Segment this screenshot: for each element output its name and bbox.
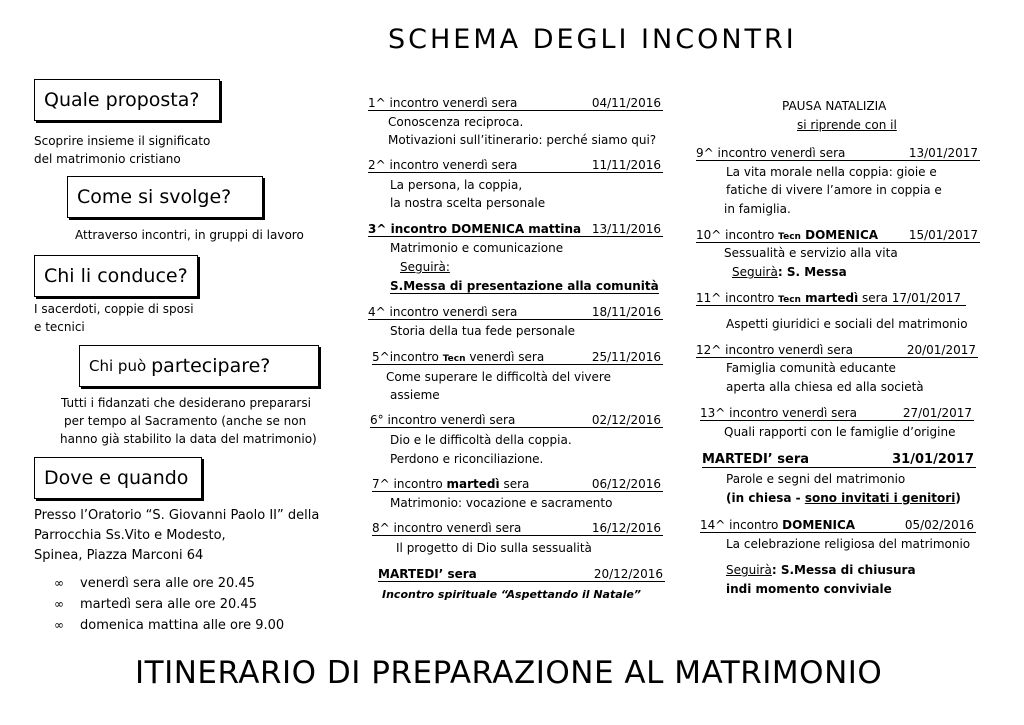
itinerary-title: ITINERARIO DI PREPARAZIONE AL MATRIMONIO — [135, 655, 883, 691]
meeting-8-header: 8^ incontro venerdì sera 16/12/2016 — [372, 521, 661, 535]
meeting-4-line-1: Storia della tua fede personale — [390, 324, 576, 338]
meeting-3-header: 3^ incontro DOMENICA mattina 13/11/2016 — [368, 222, 661, 236]
meeting-2-header: 2^ incontro venerdì sera 11/11/2016 — [368, 158, 661, 172]
list-item: ∞ martedì sera alle ore 20.45 — [54, 597, 257, 612]
list-item: ∞ domenica mattina alle ore 9.00 — [54, 618, 285, 633]
meeting-10-line-2: Seguirà: S. Messa — [732, 265, 847, 279]
meeting-2-line-1: La persona, la coppia, — [390, 178, 523, 192]
meeting-6-header: 6° incontro venerdì sera 02/12/2016 — [370, 413, 661, 427]
tecn-badge: Tecn — [778, 295, 801, 305]
question-who-can-b: partecipare? — [151, 355, 271, 377]
question-where-when: Dove e quando — [44, 467, 189, 489]
pause-title: PAUSA NATALIZIA — [782, 99, 887, 113]
question-proposal: Quale proposta? — [44, 89, 200, 111]
meeting-11-line-1: Aspetti giuridici e sociali del matrimonio — [726, 317, 968, 331]
tecn-badge: Tecn — [778, 232, 801, 242]
page-title: SCHEMA DEGLI INCONTRI — [388, 24, 797, 55]
question-box-who-can — [79, 345, 319, 387]
question-box-how — [67, 176, 263, 218]
meeting-5-line-1: Come superare le difficoltà del vivere — [386, 370, 611, 384]
answer-where-1: Presso l’Oratorio “S. Giovanni Paolo II” della — [34, 508, 320, 523]
answer-where-3: Spinea, Piazza Marconi 64 — [34, 548, 204, 563]
meeting-12-line-1: Famiglia comunità educante — [726, 361, 896, 375]
meeting-13-header: 13^ incontro venerdì sera 27/01/2017 — [700, 406, 972, 420]
answer-who-can-3: hanno già stabilito la data del matrimonio) — [60, 432, 317, 446]
meeting-14-header: 14^ incontro DOMENICA 05/02/2016 — [700, 518, 974, 532]
question-box-where-when — [34, 457, 202, 499]
meeting-9-header: 9^ incontro venerdì sera 13/01/2017 — [696, 146, 978, 160]
infinity-bullet-icon: ∞ — [54, 597, 64, 611]
question-who-can-a: Chi può — [89, 357, 147, 375]
meeting-martedi-line-2: (in chiesa - sono invitati i genitori) — [726, 491, 961, 505]
meeting-14-line-3: indi momento conviviale — [726, 582, 892, 596]
tecn-badge: Tecn — [442, 354, 466, 364]
meeting-10-header: 10^ incontro Tecn DOMENICA 15/01/2017 — [696, 228, 978, 242]
meeting-14-line-1: La celebrazione religiosa del matrimonio — [726, 537, 971, 551]
infinity-bullet-icon: ∞ — [54, 576, 64, 590]
meeting-11-header: 11^ incontro Tecn martedì sera 17/01/2017 — [696, 291, 966, 306]
meeting-3-line-1: Matrimonio e comunicazione — [390, 241, 564, 255]
meeting-9-header: MARTEDI’ sera 20/12/2016 — [378, 567, 663, 581]
meeting-3-line-2: Seguirà: — [400, 260, 450, 274]
list-item: ∞ venerdì sera alle ore 20.45 — [54, 576, 255, 591]
answer-how: Attraverso incontri, in gruppi di lavoro — [75, 228, 304, 242]
meeting-14-line-2: Seguirà: S.Messa di chiusura — [726, 563, 916, 577]
meeting-9-line-2: fatiche di vivere l’amore in coppia e — [726, 183, 942, 197]
meeting-5-header: 5^incontro Tecn venerdì sera 25/11/2016 — [372, 350, 661, 364]
meeting-13-line-1: Quali rapporti con le famiglie d’origine — [724, 425, 956, 439]
answer-who-leads-2: e tecnici — [34, 320, 85, 334]
meeting-1-line-2: Motivazioni sull’itinerario: perché siamo qui? — [388, 133, 657, 147]
meeting-9-line-1: La vita morale nella coppia: gioie e — [726, 165, 937, 179]
meeting-martedi-line-1: Parole e segni del matrimonio — [726, 472, 906, 486]
answer-who-leads-1: I sacerdoti, coppie di sposi — [34, 302, 194, 316]
meeting-3-line-3: S.Messa di presentazione alla comunità — [390, 279, 659, 293]
meeting-6-line-1: Dio e le difficoltà della coppia. — [390, 433, 572, 447]
meeting-9-line-3: in famiglia. — [724, 202, 791, 216]
answer-proposal-2: del matrimonio cristiano — [34, 152, 181, 166]
question-box-proposal — [34, 79, 220, 121]
question-box-who-leads — [34, 255, 198, 297]
answer-where-2: Parrocchia Ss.Vito e Modesto, — [34, 528, 226, 543]
answer-who-can-2: per tempo al Sacramento (anche se non — [64, 414, 307, 428]
meeting-1-header: 1^ incontro venerdì sera 04/11/2016 — [368, 96, 661, 110]
meeting-6-line-2: Perdono e riconciliazione. — [390, 452, 544, 466]
meeting-9-line-1: Incontro spirituale “Aspettando il Natale” — [382, 588, 641, 601]
meeting-2-line-2: la nostra scelta personale — [390, 196, 546, 210]
meeting-7-header: 7^ incontro martedì sera 06/12/2016 — [372, 477, 661, 491]
meeting-martedi-header: MARTEDI’ sera 31/01/2017 — [702, 452, 974, 467]
question-how: Come si svolge? — [77, 186, 232, 208]
meeting-12-line-2: aperta alla chiesa ed alla società — [726, 380, 924, 394]
meeting-7-line-1: Matrimonio: vocazione e sacramento — [390, 496, 613, 510]
meeting-5-line-2: assieme — [390, 388, 440, 402]
answer-proposal-1: Scoprire insieme il significato — [34, 134, 211, 148]
meeting-1-line-1: Conoscenza reciproca. — [388, 115, 524, 129]
pause-subtitle: si riprende con il — [797, 118, 897, 132]
meeting-8-line-1: Il progetto di Dio sulla sessualità — [396, 541, 592, 555]
infinity-bullet-icon: ∞ — [54, 618, 64, 632]
meeting-4-header: 4^ incontro venerdì sera 18/11/2016 — [368, 305, 661, 319]
meeting-12-header: 12^ incontro venerdì sera 20/01/2017 — [696, 343, 976, 357]
meeting-10-line-1: Sessualità e servizio alla vita — [724, 246, 898, 260]
answer-who-can-1: Tutti i fidanzati che desiderano prepararsi — [61, 396, 311, 410]
question-who-leads: Chi li conduce? — [44, 265, 188, 287]
